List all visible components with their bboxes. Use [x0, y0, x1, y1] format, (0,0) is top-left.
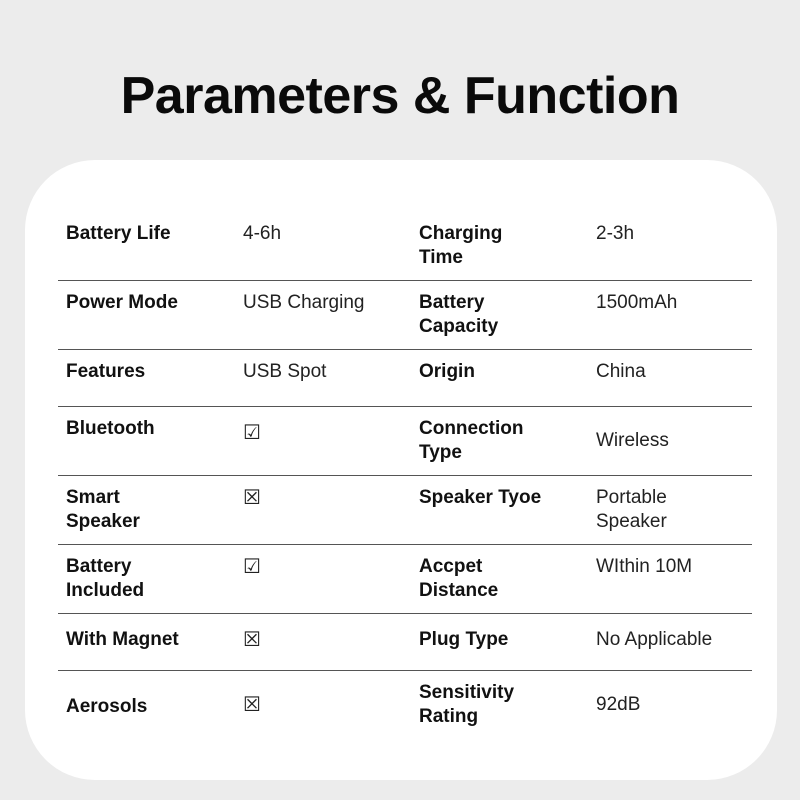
crossed-box-icon: ☒	[243, 629, 261, 651]
spec-key: Connection Type	[419, 418, 524, 463]
spec-table	[58, 212, 752, 737]
spec-key: Speaker Tyoe	[419, 487, 542, 508]
spec-key: Bluetooth	[66, 418, 155, 439]
spec-value: USB Spot	[243, 361, 327, 382]
checked-box-icon: ☑	[243, 422, 261, 444]
spec-key: Aerosols	[66, 696, 148, 717]
spec-value: 2-3h	[596, 223, 635, 244]
spec-key: With Magnet	[66, 629, 179, 650]
spec-row	[58, 212, 752, 281]
spec-key: Battery Capacity	[419, 292, 499, 337]
spec-value: Portable Speaker	[596, 487, 667, 532]
spec-value: 92dB	[596, 694, 641, 715]
spec-key: Plug Type	[419, 629, 509, 650]
spec-value: USB Charging	[243, 292, 365, 313]
spec-value: 4-6h	[243, 223, 282, 244]
spec-key: Features	[66, 361, 146, 382]
spec-row	[58, 281, 752, 350]
spec-key: Charging Time	[419, 223, 503, 268]
spec-value: No Applicable	[596, 629, 713, 650]
crossed-box-icon: ☒	[243, 694, 261, 716]
spec-row	[58, 350, 752, 407]
spec-key: Battery Life	[66, 223, 171, 244]
spec-key: Smart Speaker	[66, 487, 140, 532]
spec-key: Power Mode	[66, 292, 178, 313]
spec-value: Wireless	[596, 430, 669, 451]
spec-key: Accpet Distance	[419, 556, 499, 601]
crossed-box-icon: ☒	[243, 487, 261, 509]
spec-value: 1500mAh	[596, 292, 678, 313]
spec-key: Battery Included	[66, 556, 145, 601]
spec-key: Origin	[419, 361, 475, 382]
spec-row	[58, 476, 752, 545]
spec-value: China	[596, 361, 646, 382]
spec-row	[58, 671, 752, 737]
spec-row	[58, 407, 752, 476]
spec-row	[58, 545, 752, 614]
spec-key: Sensitivity Rating	[419, 682, 515, 727]
spec-value: WIthin 10M	[596, 556, 693, 577]
checked-box-icon: ☑	[243, 556, 261, 578]
spec-row	[58, 614, 752, 671]
page-title: Parameters & Function	[120, 67, 680, 125]
